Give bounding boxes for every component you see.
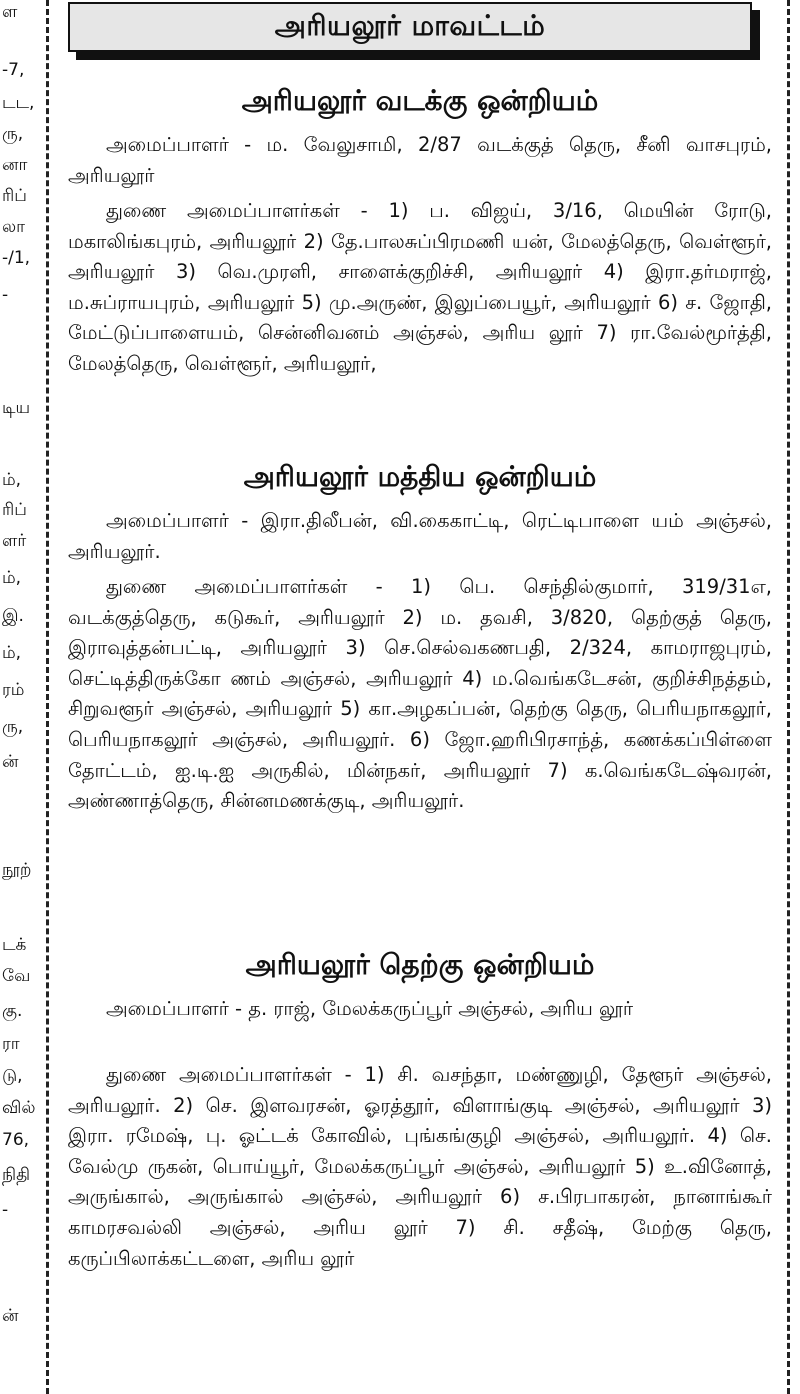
left-fragment: டக் xyxy=(2,935,27,955)
left-fragment: ரா xyxy=(2,1034,20,1054)
section-title: அரியலூர் மத்திய ஒன்றியம் xyxy=(243,460,597,493)
left-fragment: ரம் xyxy=(2,680,25,700)
deputies-paragraph: துணை அமைப்பாளர்கள் - 1) ப. விஜய், 3/16, மெயின் ரோடு, மகாலிங்கபுரம், அரியலூர் 2) தே.பாலசுப்பிரமணி யன், மேலத்தெரு, வெள்ளூர், அரியலூர் 3) வெ.முரளி, சாளைக்குறிச்சி, அரியலூர் 4) இரா.தர்மராஜ், ம.சுப்ராயபுரம், அரியலூர் 5) மு.அருண், இலுப்பையூர், அரியலூர் 6) ச. ஜோதி, மேட்டுப்பாளையம், சென்னிவனம் அஞ்சல், அரிய லூர் 7) ரா.வேல்மூர்த்தி, மேலத்தெரு, வெள்ளூர், அரியலூர், xyxy=(68,199,772,375)
left-column-fragment xyxy=(0,0,40,1394)
column-divider xyxy=(787,0,790,1394)
left-fragment: இ. xyxy=(2,606,24,626)
left-fragment: ம், xyxy=(2,568,22,588)
left-fragment: நூற் xyxy=(2,860,32,880)
left-fragment: 76, xyxy=(2,1130,30,1150)
district-title: அரியலூர் மாவட்டம் xyxy=(274,8,546,42)
left-fragment: லா xyxy=(2,217,25,237)
organizer-paragraph: அமைப்பாளர் - இரா.திலீபன், வி.கைகாட்டி, ரெட்டிபாளை யம் அஞ்சல், அரியலூர். xyxy=(68,509,772,563)
left-fragment: ள xyxy=(2,2,18,22)
section-title: அரியலூர் வடக்கு ஒன்றியம் xyxy=(241,84,599,117)
left-fragment: - xyxy=(2,285,9,305)
left-fragment: நிதி xyxy=(2,1165,31,1185)
left-fragment: கு. xyxy=(2,1001,23,1021)
left-fragment: ரிப் xyxy=(2,186,27,206)
left-fragment: வே xyxy=(2,966,31,986)
left-fragment: டட, xyxy=(2,93,35,113)
left-fragment: ன் xyxy=(2,752,19,772)
deputies-paragraph: துணை அமைப்பாளர்கள் - 1) பெ. செந்தில்குமார், 319/31எ, வடக்குத்தெரு, கடுகூர், அரியலூர் 2) ம. தவசி, 3/820, தெற்குத் தெரு, இராவுத்தன்பட்டி, அரியலூர் 3) செ.செல்வகணபதி, 2/324, காமராஜபுரம், செட்டித்திருக்கோ ணம் அஞ்சல், அரியலூர் 4) ம.வெங்கடேசன், குறிச்சிநத்தம், சிறுவளூர் அஞ்சல், அரியலூர் 5) கா.அழகப்பன், தெற்கு தெரு, பெரியநாகலூர், பெரியநாகலூர் அஞ்சல், அரியலூர். 6) ஜோ.ஹரிபிரசாந்த், கணக்கப்பிள்ளை தோட்டம், ஐ.டி.ஐ அருகில், மின்நகர், அரியலூர் 7) க.வெங்கடேஷ்வரன், அண்ணாத்தெரு, சின்னமணக்குடி, அரியலூர். xyxy=(68,575,772,813)
organizer-paragraph: அமைப்பாளர் - ம. வேலுசாமி, 2/87 வடக்குத் தெரு, சீனி வாசபுரம், அரியலூர் xyxy=(68,133,772,187)
column-divider xyxy=(46,0,49,1394)
organizer-paragraph: அமைப்பாளர் - த. ராஜ், மேலக்கருப்பூர் அஞ்சல், அரிய லூர் xyxy=(106,997,634,1020)
left-fragment: - xyxy=(2,1200,9,1220)
deputies-paragraph: துணை அமைப்பாளர்கள் - 1) சி. வசந்தா, மண்ணுழி, தேளூர் அஞ்சல், அரியலூர். 2) செ. இளவரசன், ஓரத்தூர், விளாங்குடி அஞ்சல், அரியலூர் 3) இரா. ரமேஷ், பு. ஓட்டக் கோவில், புங்கங்குழி அஞ்சல், அரியலூர். 4) செ. வேல்மு ருகன், பொய்யூர், மேலக்கருப்பூர் அஞ்சல், அரியலூர் 5) உ.வினோத், அருங்கால், அருங்கால் அஞ்சல், அரியலூர் 6) ச.பிரபாகரன், நானாங்கூர் காமரசவல்லி அஞ்சல், அரிய லூர் 7) சி. சதீஷ், மேற்கு தெரு, கருப்பிலாக்கட்டளை, அரிய லூர் xyxy=(68,1063,772,1270)
left-fragment: வில் xyxy=(2,1098,36,1118)
left-fragment: னா xyxy=(2,155,28,175)
left-fragment: ரு, xyxy=(2,124,24,144)
left-fragment: ளர் xyxy=(2,531,27,551)
left-fragment: டிய xyxy=(2,398,31,418)
left-fragment: -/1, xyxy=(2,248,31,268)
left-fragment: ரு, xyxy=(2,717,24,737)
left-fragment: -7, xyxy=(2,60,25,80)
left-fragment: ன் xyxy=(2,1306,19,1326)
left-fragment: டு, xyxy=(2,1066,23,1086)
section-title: அரியலூர் தெற்கு ஒன்றியம் xyxy=(245,948,595,981)
left-fragment: ம், xyxy=(2,470,22,490)
district-banner xyxy=(68,2,752,52)
left-fragment: ம், xyxy=(2,643,22,663)
left-fragment: ரிப் xyxy=(2,500,27,520)
